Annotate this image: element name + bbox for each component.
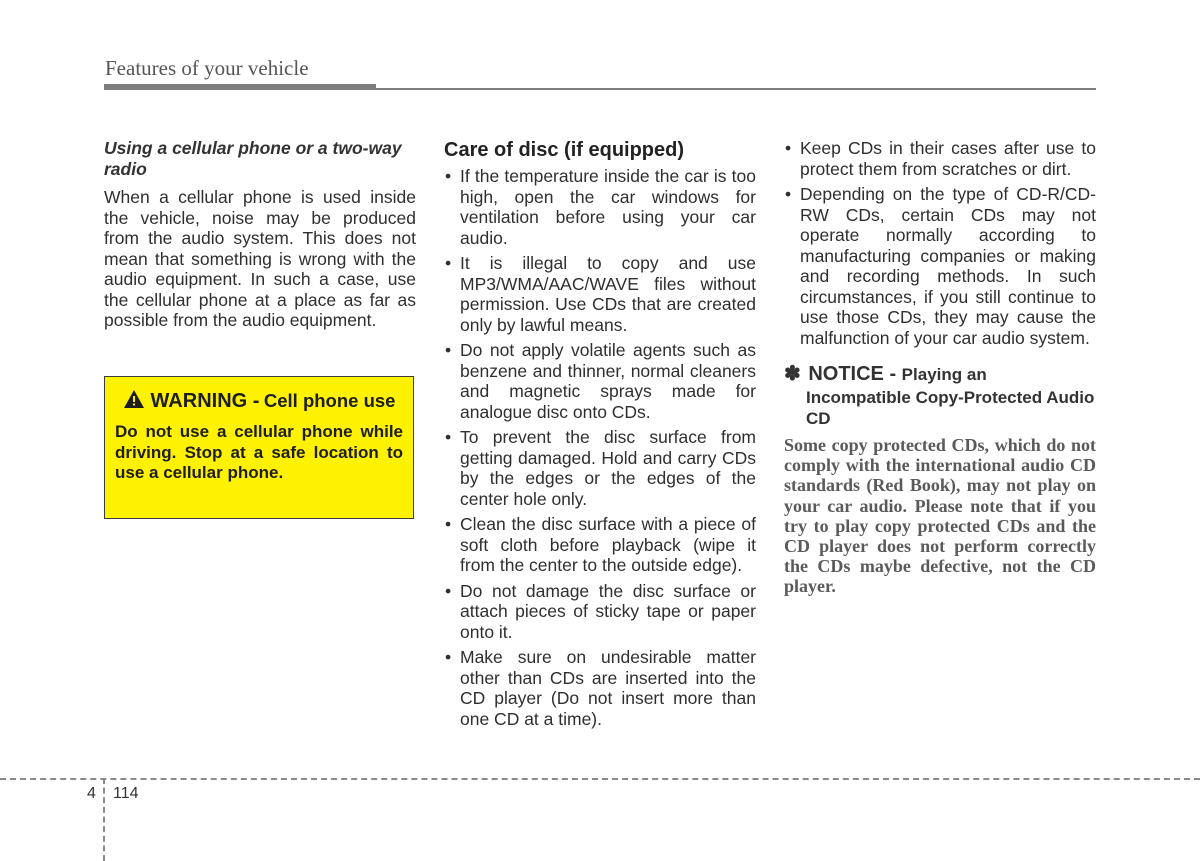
list-item: • Keep CDs in their cases after use to protect them from scratches or dirt. — [785, 138, 1096, 179]
list-item: • If the temperature inside the car is too high, open the car windows for ventilation before using your car audio. — [445, 166, 756, 248]
left-column — [104, 138, 416, 331]
list-item: • Do not damage the disc surface or attach pieces of sticky tape or paper onto it. — [445, 580, 756, 642]
list-item-text: To prevent the disc surface from getting damaged. Hold and carry CDs by the edges or the edges of the center hole only. — [460, 427, 756, 509]
list-item: • Do not apply volatile agents such as benzene and thinner, normal cleaners and magnetic sprays made for analogue disc onto CDs. — [445, 340, 756, 422]
warning-heading — [115, 389, 403, 416]
warning-triangle-icon — [123, 389, 145, 416]
header-rule-thick — [104, 84, 376, 90]
disc-care-heading: Care of disc (if equipped) — [444, 139, 685, 161]
list-item-text: Depending on the type of CD-R/CD-RW CDs, certain CDs may not operate normally according to manufacturing companies or making and recording methods. In such circumstances, if you still continue to use those CDs, they may cause the malfunction of your car audio system. — [800, 184, 1096, 348]
list-item-text: It is illegal to copy and use MP3/WMA/AAC/WAVE files without permission. Use CDs that are created only by lawful means. — [460, 253, 756, 335]
notice-label: NOTICE - — [808, 363, 897, 385]
list-item-text: Do not apply volatile agents such as benzene and thinner, normal cleaners and magnetic sprays made for analogue disc onto CDs. — [460, 340, 756, 422]
footer-divider — [0, 778, 1200, 780]
warning-subject: Cell phone use — [263, 390, 396, 411]
list-item-text: Keep CDs in their cases after use to protect them from scratches or dirt. — [800, 138, 1096, 179]
disc-care-list — [444, 166, 756, 729]
middle-column — [444, 138, 756, 734]
footer-vertical-divider — [103, 778, 105, 861]
list-item: • It is illegal to copy and use MP3/WMA/AAC/WAVE files without permission. Use CDs that are created only by lawful means. — [445, 253, 756, 335]
cellphone-subheading: Using a cellular phone or a two-way radio — [104, 138, 402, 179]
list-item-text: Clean the disc surface with a piece of soft cloth before playback (wipe it from the center to the outside edge). — [460, 514, 756, 575]
warning-label: WARNING - — [150, 390, 260, 412]
cellphone-paragraph: When a cellular phone is used inside the vehicle, noise may be produced from the audio system. This does not mean that something is wrong with the audio equipment. In such a case, use the cellular phone at a place as far as possible from the audio equipment. — [104, 187, 416, 330]
notice-body: Some copy protected CDs, which do not comply with the international audio CD standards (Red Book), may not play on your car audio. Please note that if you try to play copy protected CDs and the CD player does not perform correctly the CDs maybe defective, not the CD player. — [784, 435, 1096, 597]
notice-star-icon: ✽ — [784, 363, 801, 385]
list-item-text: If the temperature inside the car is too high, open the car windows for ventilation before using your car audio. — [460, 166, 756, 248]
chapter-number: 4 — [87, 785, 96, 802]
header-rule-thin — [376, 88, 1096, 90]
right-column — [784, 138, 1096, 597]
list-item: • Make sure on undesirable matter other than CDs are inserted into the CD player (Do not insert more than one CD at a time). — [445, 647, 756, 729]
warning-body: Do not use a cellular phone while driving. Stop at a safe location to use a cellular phone. — [115, 422, 403, 482]
list-item-text: Do not damage the disc surface or attach pieces of sticky tape or paper onto it. — [460, 580, 756, 642]
warning-box — [104, 376, 414, 519]
page-number: 114 — [113, 785, 139, 802]
notice-title-first: Playing an — [901, 365, 987, 384]
notice-heading — [784, 362, 1096, 429]
list-item: • Depending on the type of CD-R/CD-RW CDs, certain CDs may not operate normally according to manufacturing companies or making and recording methods. In such circumstances, if you still continue to use those CDs, they may cause the malfunction of your car audio system. — [785, 184, 1096, 348]
list-item: • To prevent the disc surface from getting damaged. Hold and carry CDs by the edges or the edges of the center hole only. — [445, 427, 756, 509]
notice-title-rest: Incompatible Copy-Protected Audio CD — [806, 388, 1095, 428]
list-item: • Clean the disc surface with a piece of soft cloth before playback (wipe it from the center to the outside edge). — [445, 514, 756, 575]
header-title: Features of your vehicle — [105, 56, 309, 80]
list-item-text: Make sure on undesirable matter other than CDs are inserted into the CD player (Do not insert more than one CD at a time). — [460, 647, 756, 729]
cd-tips-list — [784, 138, 1096, 348]
